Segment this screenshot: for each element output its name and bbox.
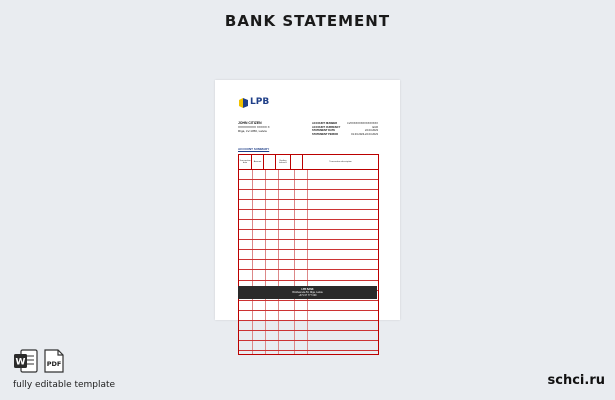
table-cell bbox=[266, 180, 279, 189]
column-header: Transaction date bbox=[239, 155, 252, 169]
table-cell bbox=[295, 321, 308, 330]
table-cell bbox=[295, 210, 308, 219]
table-cell bbox=[308, 321, 378, 330]
table-cell bbox=[239, 260, 253, 269]
table-cell bbox=[253, 351, 266, 355]
table-body bbox=[239, 170, 378, 355]
table-cell bbox=[239, 331, 253, 340]
transactions-table bbox=[238, 154, 379, 355]
table-cell bbox=[239, 210, 253, 219]
table-cell bbox=[239, 180, 253, 189]
table-cell bbox=[239, 230, 253, 239]
table-cell bbox=[239, 200, 253, 209]
table-cell bbox=[266, 311, 279, 320]
table-cell bbox=[266, 220, 279, 229]
table-cell bbox=[279, 180, 295, 189]
table-cell bbox=[253, 170, 266, 179]
table-row bbox=[239, 180, 378, 190]
table-cell bbox=[308, 311, 378, 320]
table-cell bbox=[308, 240, 378, 249]
svg-text:PDF: PDF bbox=[46, 360, 62, 368]
statement-document bbox=[215, 80, 400, 320]
table-cell bbox=[308, 250, 378, 259]
client-block bbox=[238, 121, 270, 133]
table-cell bbox=[266, 270, 279, 279]
table-cell bbox=[253, 321, 266, 330]
column-header: Ending balance bbox=[276, 155, 291, 169]
table-row bbox=[239, 230, 378, 240]
svg-text:W: W bbox=[15, 357, 26, 368]
table-row bbox=[239, 351, 378, 355]
table-cell bbox=[266, 190, 279, 199]
table-cell bbox=[295, 341, 308, 350]
table-cell bbox=[308, 260, 378, 269]
table-cell bbox=[266, 250, 279, 259]
table-cell bbox=[279, 240, 295, 249]
table-row bbox=[239, 200, 378, 210]
table-cell bbox=[266, 210, 279, 219]
table-cell bbox=[295, 270, 308, 279]
table-cell bbox=[253, 331, 266, 340]
bank-logo-text: LPB bbox=[250, 97, 270, 107]
table-row bbox=[239, 210, 378, 220]
table-cell bbox=[279, 321, 295, 330]
bank-logo bbox=[238, 97, 278, 109]
table-row bbox=[239, 311, 378, 321]
table-cell bbox=[279, 301, 295, 310]
table-cell bbox=[266, 301, 279, 310]
table-cell bbox=[253, 180, 266, 189]
table-cell bbox=[295, 220, 308, 229]
table-cell bbox=[266, 200, 279, 209]
table-row bbox=[239, 170, 378, 180]
table-cell bbox=[295, 230, 308, 239]
table-cell bbox=[253, 220, 266, 229]
table-header bbox=[239, 155, 378, 170]
table-cell bbox=[239, 321, 253, 330]
footer-address: Brivibas iela 54, Riga, Latvia bbox=[292, 291, 323, 295]
table-cell bbox=[308, 351, 378, 355]
file-format-icons bbox=[13, 348, 65, 374]
client-address-line-1: XXXXXXXXX XXXXX X bbox=[238, 125, 270, 129]
table-cell bbox=[279, 170, 295, 179]
table-cell bbox=[239, 311, 253, 320]
table-cell bbox=[279, 311, 295, 320]
pdf-icon bbox=[43, 348, 65, 374]
client-name: JOHN CITIZEN bbox=[238, 121, 262, 125]
table-cell bbox=[279, 351, 295, 355]
statement-footer bbox=[238, 286, 377, 299]
table-cell bbox=[308, 230, 378, 239]
table-row bbox=[239, 331, 378, 341]
table-cell bbox=[308, 200, 378, 209]
account-info bbox=[312, 122, 378, 136]
account-info-row: STATEMENT PERIOD 01.03.2023-22.03.2023 bbox=[312, 132, 378, 136]
table-cell bbox=[295, 200, 308, 209]
table-cell bbox=[239, 270, 253, 279]
table-cell bbox=[295, 240, 308, 249]
table-cell bbox=[239, 250, 253, 259]
table-cell bbox=[253, 301, 266, 310]
table-row bbox=[239, 301, 378, 311]
table-cell bbox=[266, 341, 279, 350]
table-cell bbox=[253, 230, 266, 239]
table-cell bbox=[266, 321, 279, 330]
table-cell bbox=[295, 311, 308, 320]
table-cell bbox=[295, 180, 308, 189]
table-cell bbox=[279, 220, 295, 229]
page-title: BANK STATEMENT bbox=[224, 12, 391, 30]
bank-logo-icon bbox=[238, 97, 249, 109]
table-cell bbox=[308, 190, 378, 199]
account-info-row: ACCOUNT CURRENCY EUR bbox=[312, 125, 378, 129]
table-cell bbox=[239, 351, 253, 355]
table-cell bbox=[295, 331, 308, 340]
table-cell bbox=[279, 210, 295, 219]
table-cell bbox=[253, 210, 266, 219]
column-header bbox=[264, 155, 276, 169]
table-cell bbox=[279, 270, 295, 279]
table-cell bbox=[279, 230, 295, 239]
table-cell bbox=[308, 180, 378, 189]
table-cell bbox=[308, 301, 378, 310]
table-cell bbox=[308, 331, 378, 340]
table-cell bbox=[266, 240, 279, 249]
table-cell bbox=[239, 301, 253, 310]
table-cell bbox=[308, 270, 378, 279]
table-row bbox=[239, 250, 378, 260]
footer-phone: +371 67 777 000 bbox=[298, 294, 317, 298]
table-row bbox=[239, 190, 378, 200]
table-cell bbox=[279, 250, 295, 259]
account-summary-label: ACCOUNT SUMMARY bbox=[238, 147, 270, 151]
editable-template-caption: fully editable template bbox=[13, 380, 116, 390]
table-cell bbox=[253, 250, 266, 259]
column-header: Transaction description bbox=[329, 161, 352, 163]
table-cell bbox=[239, 220, 253, 229]
table-cell bbox=[266, 331, 279, 340]
table-cell bbox=[295, 351, 308, 355]
table-cell bbox=[308, 170, 378, 179]
table-cell bbox=[266, 351, 279, 355]
table-cell bbox=[266, 230, 279, 239]
word-icon bbox=[13, 348, 39, 374]
column-header bbox=[291, 155, 303, 169]
table-cell bbox=[253, 240, 266, 249]
table-cell bbox=[253, 311, 266, 320]
table-cell bbox=[239, 170, 253, 179]
table-cell bbox=[308, 341, 378, 350]
table-cell bbox=[308, 210, 378, 219]
table-cell bbox=[279, 331, 295, 340]
table-cell bbox=[295, 190, 308, 199]
table-row bbox=[239, 220, 378, 230]
column-header: Amount bbox=[252, 155, 264, 169]
table-cell bbox=[253, 260, 266, 269]
table-cell bbox=[308, 220, 378, 229]
table-row bbox=[239, 341, 378, 351]
table-cell bbox=[279, 200, 295, 209]
table-cell bbox=[266, 260, 279, 269]
table-cell bbox=[295, 301, 308, 310]
table-row bbox=[239, 260, 378, 270]
table-cell bbox=[279, 341, 295, 350]
table-cell bbox=[295, 260, 308, 269]
account-info-row: ACCOUNT NUMBER LVXXXXXXXXXXXXXXXX bbox=[312, 122, 378, 125]
table-cell bbox=[253, 270, 266, 279]
table-cell bbox=[253, 190, 266, 199]
account-info-row: STATEMENT DATE 22.03.2023 bbox=[312, 129, 378, 133]
table-cell bbox=[253, 200, 266, 209]
table-cell bbox=[239, 240, 253, 249]
table-cell bbox=[253, 341, 266, 350]
table-cell bbox=[279, 260, 295, 269]
table-cell bbox=[295, 250, 308, 259]
table-row bbox=[239, 321, 378, 331]
table-cell bbox=[279, 190, 295, 199]
table-cell bbox=[239, 190, 253, 199]
table-cell bbox=[266, 170, 279, 179]
table-row bbox=[239, 240, 378, 250]
brand-watermark[interactable]: schci.ru bbox=[547, 373, 605, 388]
table-cell bbox=[239, 341, 253, 350]
table-cell bbox=[295, 170, 308, 179]
table-row bbox=[239, 270, 378, 280]
client-address-line-2: Rīga, LV-1050, Latvia bbox=[238, 129, 267, 133]
footer-bank-name: LPB BANK bbox=[301, 288, 314, 291]
